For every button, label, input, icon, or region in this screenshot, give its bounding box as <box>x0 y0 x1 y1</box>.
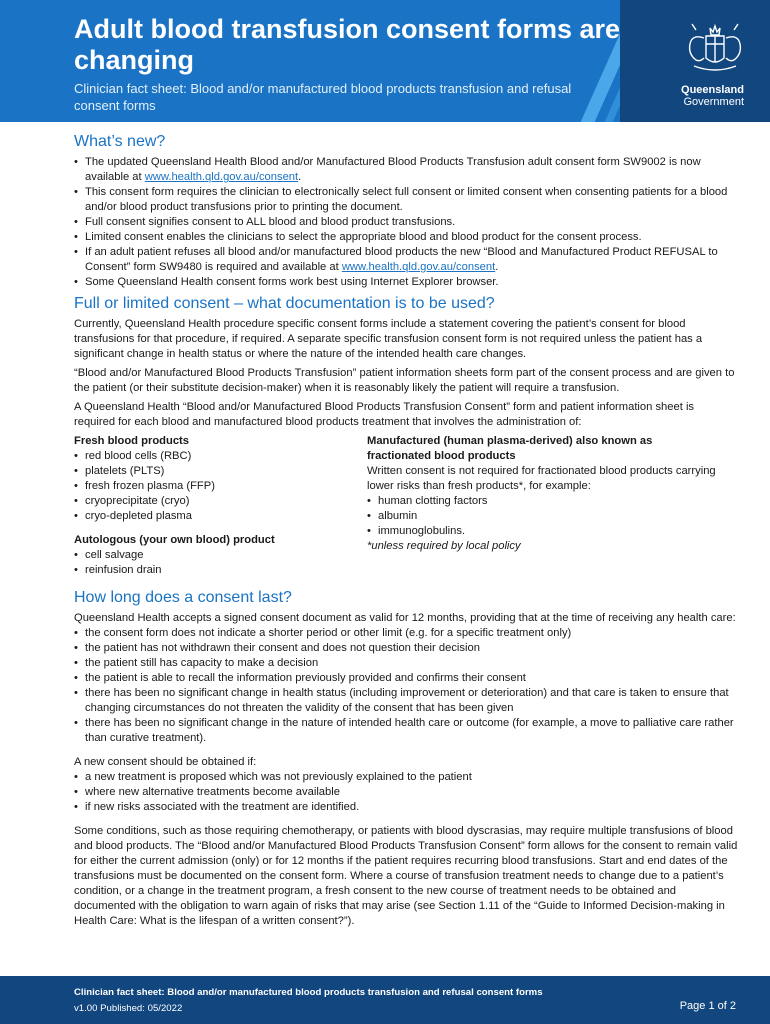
section-heading: What’s new? <box>74 133 166 150</box>
list-item: • cell salvage <box>74 548 367 563</box>
list-item: • there has been no significant change in health status (including improvement or deterioration) and that care is taken to ensure that changing circumstances do not threaten the validity of the consent that has been given <box>74 686 738 716</box>
list-item: • a new treatment is proposed which was not previously explained to the patient <box>74 770 738 785</box>
policy-note: *unless required by local policy <box>367 540 521 552</box>
fresh-products-heading: Fresh blood products <box>74 435 189 447</box>
list-item: • human clotting factors <box>367 494 727 509</box>
logo-text-queensland: Queensland <box>681 84 744 96</box>
list-item: • Limited consent enables the clinicians to select the appropriate blood and blood product for the consent process. <box>74 230 738 245</box>
new-consent-list <box>74 770 738 815</box>
footer-version: v1.00 Published: 05/2022 <box>74 1003 183 1014</box>
main-content <box>74 132 738 933</box>
list-item: • there has been no significant change in the nature of intended health care or outcome (for example, a move to palliative care rather than curative treatment). <box>74 716 738 746</box>
consent-link[interactable]: www.health.qld.gov.au/consent <box>341 261 496 273</box>
list-item: • the patient is able to recall the information previously provided and confirms their consent <box>74 671 738 686</box>
paragraph: Currently, Queensland Health procedure specific consent forms include a statement covering the patient’s consent for blood transfusions for that procedure, if required. A separate specific transfusion consent form is not required unless the patient has a significant change in health status or where the nature of the intended health care changes. <box>74 318 703 360</box>
list-item: • Full consent signifies consent to ALL blood and blood product transfusions. <box>74 215 738 230</box>
manufactured-heading: Manufactured (human plasma-derived) also known as <box>367 435 653 447</box>
whats-new-list <box>74 155 738 290</box>
list-item: • red blood cells (RBC) <box>74 449 367 464</box>
list-item: • The updated Queensland Health Blood and/or Manufactured Blood Products Transfusion adult consent form SW9002 is now available at www.health.qld.gov.au/consent. <box>74 155 738 185</box>
list-item: • If an adult patient refuses all blood and/or manufactured blood products the new “Blood and Manufactured Product REFUSAL to Consent” form SW9480 is required and available at www.health.qld.gov.au/consent. <box>74 245 738 275</box>
footer-title: Clinician fact sheet: Blood and/or manufactured blood products transfusion and refusal consent forms <box>74 987 543 998</box>
page-footer <box>0 976 770 1024</box>
list-item: • albumin <box>367 509 727 524</box>
product-columns <box>74 434 738 582</box>
paragraph: Some conditions, such as those requiring chemotherapy, or patients with blood dyscrasias, may require multiple transfusions of blood and blood products. The “Blood and/or Manufactured Blood Products Transfusion Consent” form allows for the consent to remain valid for either the current admission (only) or for 12 months if the patient requires recurring blood transfusions. Start and end dates of the transfusions must be documented on the consent form. Where a course of transfusion treatment needs to change due to a patient’s condition, or a change in the treatment program, a fresh consent to the new course of treatment needs to be obtained and documented with the obligation to warn again of risks that may arise (see Section 1.11 of the “Guide to Informed Decision-making in Health Care: What is the lifespan of a written consent?”). <box>74 825 738 927</box>
paragraph: Queensland Health accepts a signed consent document as valid for 12 months, providing that at the time of receiving any health care: <box>74 612 736 624</box>
page-number: Page 1 of 2 <box>679 1000 736 1012</box>
consent-link[interactable]: www.health.qld.gov.au/consent <box>144 171 299 183</box>
list-item: • the patient still has capacity to make a decision <box>74 656 738 671</box>
autologous-heading: Autologous (your own blood) product <box>74 534 275 546</box>
paragraph: Written consent is not required for fractionated blood products carrying lower risks than fresh products*, for example: <box>367 465 716 492</box>
autologous-list <box>74 548 367 578</box>
paragraph: “Blood and/or Manufactured Blood Products Transfusion” patient information sheets form part of the consent process and are given to the patient (or their substitute decision-maker) when it is reasonably likely the patient will require a transfusion. <box>74 367 735 394</box>
list-item: • platelets (PLTS) <box>74 464 367 479</box>
list-item: • cryo-depleted plasma <box>74 509 367 524</box>
list-item: • cryoprecipitate (cryo) <box>74 494 367 509</box>
section-heading: Full or limited consent – what documentation is to be used? <box>74 295 495 312</box>
list-item: • where new alternative treatments become available <box>74 785 738 800</box>
list-item: • reinfusion drain <box>74 563 367 578</box>
logo-panel <box>620 0 770 122</box>
manufactured-products-column <box>367 434 727 582</box>
page-subtitle: Clinician fact sheet: Blood and/or manufactured blood products transfusion and refusal consent forms <box>74 81 572 113</box>
paragraph: A new consent should be obtained if: <box>74 756 257 768</box>
page-title: Adult blood transfusion consent forms are changing <box>74 14 621 75</box>
validity-conditions-list <box>74 626 738 746</box>
manufactured-list <box>367 494 727 539</box>
fresh-products-column <box>74 434 367 582</box>
paragraph: A Queensland Health “Blood and/or Manufactured Blood Products Transfusion Consent” form and patient information sheet is required for each blood and manufactured blood products treatment that involves the administration of: <box>74 401 695 428</box>
fresh-products-list <box>74 449 367 524</box>
list-item: • This consent form requires the clinician to electronically select full consent or limited consent when consenting patients for a blood and/or blood product transfusions prior to printing the document. <box>74 185 738 215</box>
section-how-long <box>74 588 738 929</box>
list-item: • the patient has not withdrawn their consent and does not question their decision <box>74 641 738 656</box>
section-full-or-limited <box>74 294 738 582</box>
queensland-crest-icon <box>682 14 748 76</box>
list-item: • fresh frozen plasma (FFP) <box>74 479 367 494</box>
section-heading: How long does a consent last? <box>74 589 292 606</box>
page-header <box>0 0 770 122</box>
logo-text-government: Government <box>683 96 744 108</box>
list-item: • Some Queensland Health consent forms work best using Internet Explorer browser. <box>74 275 738 290</box>
section-whats-new <box>74 132 738 290</box>
list-item: • if new risks associated with the treatment are identified. <box>74 800 738 815</box>
list-item: • the consent form does not indicate a shorter period or other limit (e.g. for a specific treatment only) <box>74 626 738 641</box>
manufactured-heading-line2: fractionated blood products <box>367 450 516 462</box>
list-item: • immunoglobulins. <box>367 524 727 539</box>
